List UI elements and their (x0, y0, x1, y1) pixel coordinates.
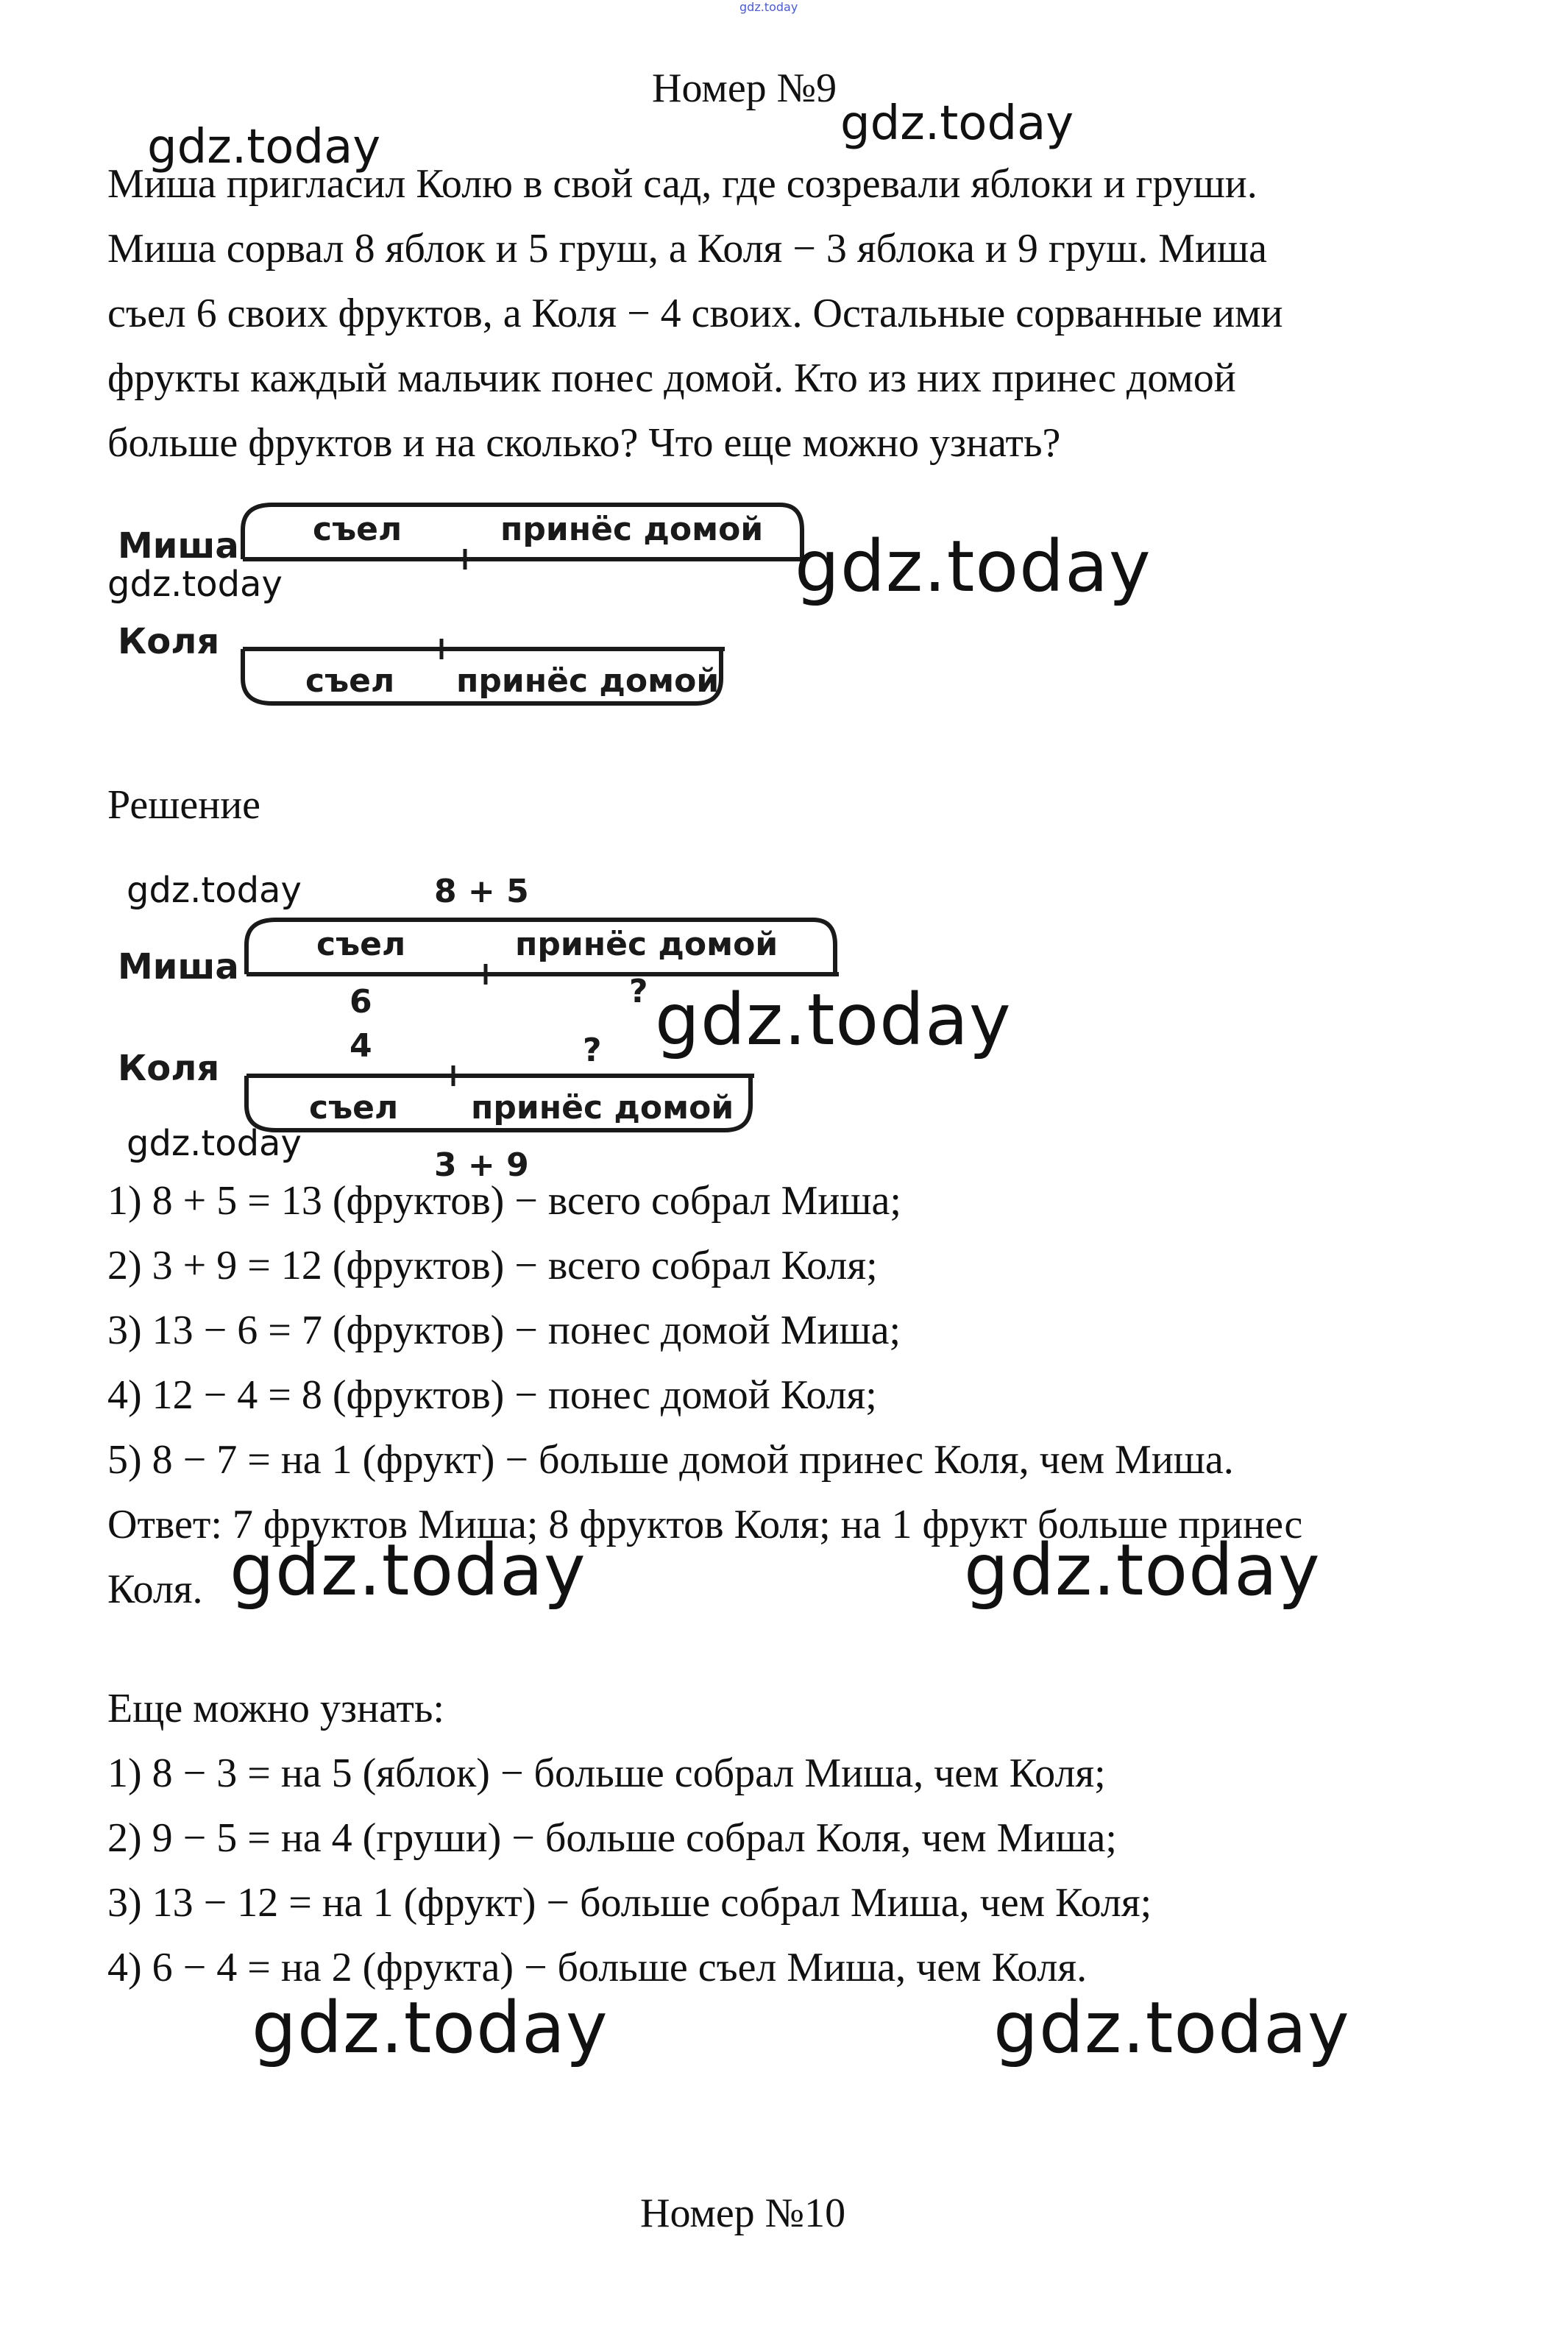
problem-heading: Номер №9 (652, 65, 837, 111)
solution-heading: Решение (107, 782, 261, 828)
watermark: gdz.today (252, 1987, 609, 2069)
watermark: gdz.today (107, 564, 283, 605)
problem-text (107, 152, 1505, 475)
kolya-home-label: принёс домой (471, 1089, 734, 1127)
misha-total: 8 + 5 (434, 873, 529, 910)
problem-line: больше фруктов и на сколько? Что еще можно узнать? (107, 420, 1061, 466)
extra-section (107, 1676, 1505, 2000)
label-kolya: Коля (118, 621, 220, 662)
kolya-unknown: ? (583, 1032, 602, 1069)
problem-line: фрукты каждый мальчик понес домой. Кто из них принес домой (107, 355, 1236, 401)
watermark: gdz.today (964, 1529, 1321, 1611)
watermark: gdz.today (840, 96, 1074, 151)
kolya-ate-label: съел (305, 662, 395, 700)
watermark-top: gdz.today (739, 0, 798, 14)
label-misha: Миша (118, 525, 239, 567)
diagram-problem (103, 486, 824, 736)
misha-unknown: ? (629, 973, 648, 1010)
answer-line: Коля. (107, 1567, 203, 1612)
answer-line: Ответ: 7 фруктов Миша; 8 фруктов Коля; на 1 фрукт больше принес (107, 1502, 1303, 1547)
solution-step: 5) 8 − 7 = на 1 (фрукт) − больше домой принес Коля, чем Миша. (107, 1437, 1234, 1483)
problem-line: Миша сорвал 8 яблок и 5 груш, а Коля − 3 яблока и 9 груш. Миша (107, 226, 1267, 272)
watermark: gdz.today (993, 1987, 1350, 2069)
extra-step: 1) 8 − 3 = на 5 (яблок) − больше собрал Миша, чем Коля; (107, 1751, 1106, 1796)
misha-ate-label: съел (316, 926, 406, 963)
solution-step: 4) 12 − 4 = 8 (фруктов) − понес домой Коля; (107, 1372, 877, 1418)
kolya-ate-label: съел (309, 1089, 399, 1127)
misha-ate-value: 6 (350, 983, 372, 1021)
problem-line: съел 6 своих фруктов, а Коля − 4 своих. Остальные сорванные ими (107, 291, 1283, 336)
label-kolya: Коля (118, 1048, 220, 1089)
problem-line: Миша пригласил Колю в свой сад, где созревали яблоки и груши. (107, 161, 1257, 207)
watermark: gdz.today (655, 979, 1012, 1061)
extra-step: 3) 13 − 12 = на 1 (фрукт) − больше собрал Миша, чем Коля; (107, 1880, 1152, 1926)
kolya-ate-value: 4 (350, 1027, 372, 1065)
kolya-home-label: принёс домой (456, 662, 720, 700)
watermark: gdz.today (127, 870, 302, 911)
label-misha: Миша (118, 946, 239, 987)
solution-step: 3) 13 − 6 = 7 (фруктов) − понес домой Миша; (107, 1308, 901, 1353)
extra-heading: Еще можно узнать: (107, 1686, 444, 1731)
solution-step: 1) 8 + 5 = 13 (фруктов) − всего собрал Миша; (107, 1178, 901, 1224)
extra-step: 2) 9 − 5 = на 4 (груши) − больше собрал Коля, чем Миша; (107, 1815, 1117, 1861)
kolya-total: 3 + 9 (434, 1146, 529, 1184)
misha-ate-label: съел (313, 511, 402, 548)
next-heading: Номер №10 (640, 2191, 846, 2236)
extra-step: 4) 6 − 4 = на 2 (фрукта) − больше съел Миша, чем Коля. (107, 1945, 1088, 1990)
watermark: gdz.today (127, 1123, 302, 1164)
misha-home-label: принёс домой (515, 926, 778, 963)
solution-step: 2) 3 + 9 = 12 (фруктов) − всего собрал Коля; (107, 1243, 878, 1288)
watermark: gdz.today (147, 120, 381, 174)
misha-home-label: принёс домой (500, 511, 764, 548)
watermark: gdz.today (230, 1529, 586, 1611)
watermark: gdz.today (795, 525, 1152, 608)
